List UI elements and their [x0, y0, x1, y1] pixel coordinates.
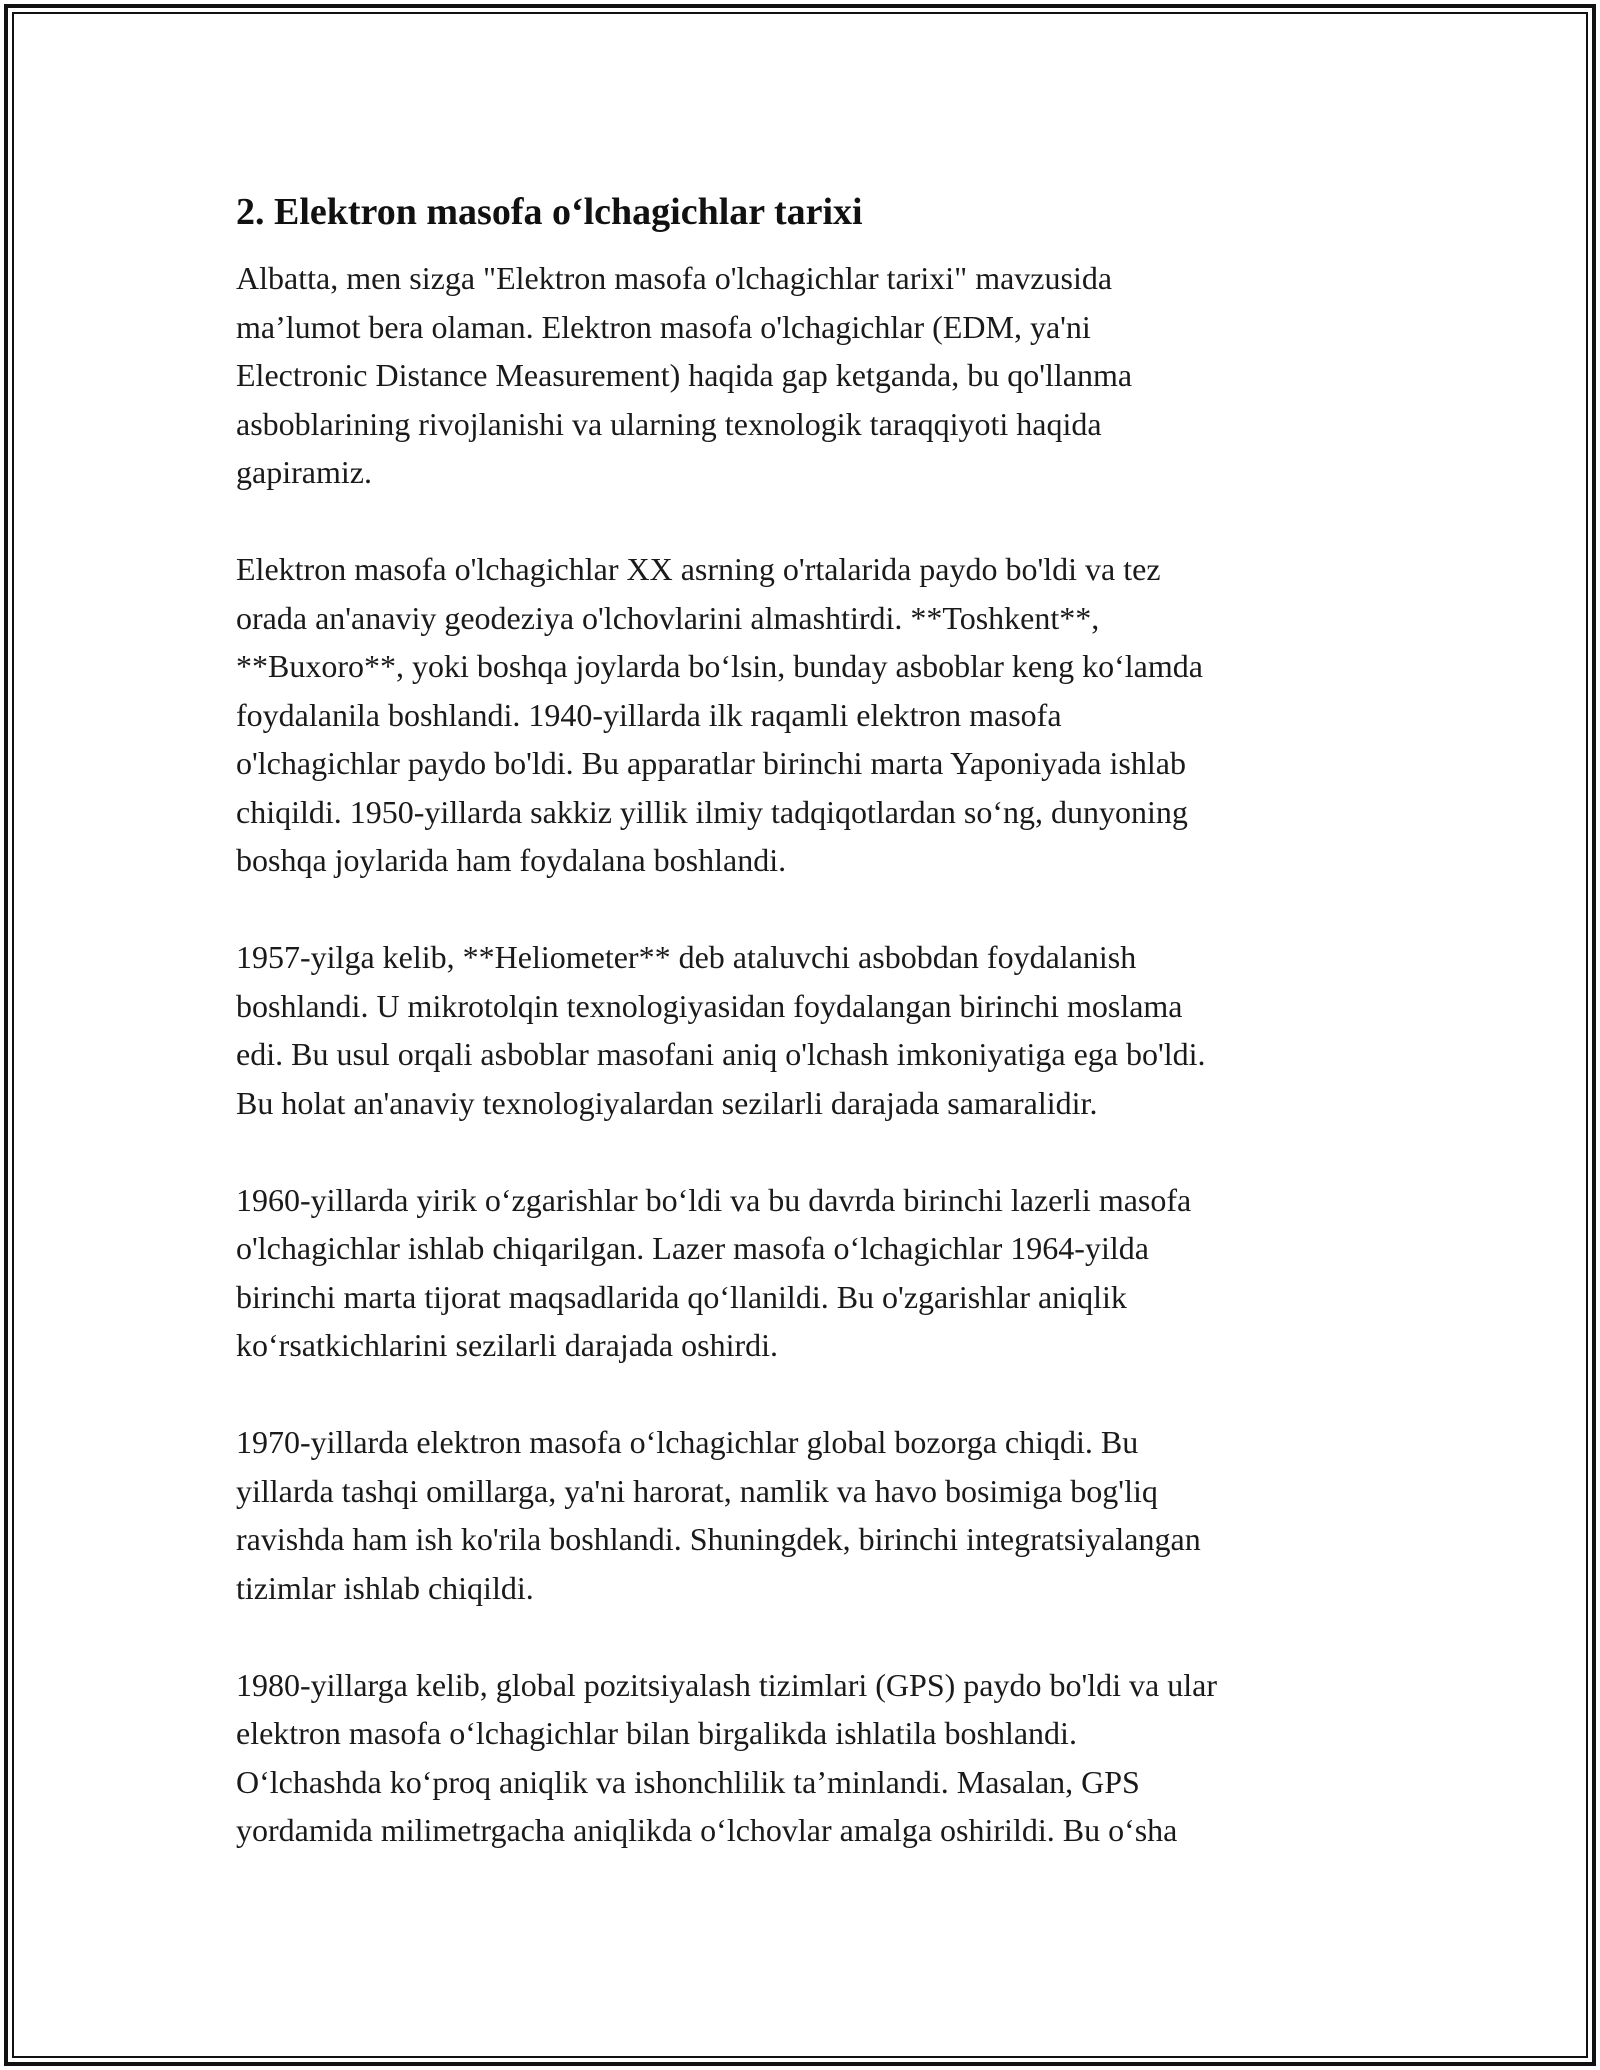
- paragraph-1970s: 1970-yillarda elektron masofa o‘lchagichlar global bozorga chiqdi. Bu yillarda tashqi omillarga, ya'ni harorat, namlik va havo bosimiga bog'liq ravishda ham ish ko'rila boshlandi. Shuningdek, birinchi integratsiyalangan tizimlar ishlab chiqildi.: [236, 1424, 1201, 1606]
- paragraph-1980s: 1980-yillarga kelib, global pozitsiyalash tizimlari (GPS) paydo bo'ldi va ular elektron masofa o‘lchagichlar bilan birgalikda ishlatila boshlandi. O‘lchashda ko‘proq aniqlik va ishonchlilik ta’minlandi. Masalan, GPS yordamida milimetrgacha aniqlikda o‘lchovlar amalga oshirildi. Bu o‘sha: [236, 1666, 1217, 1848]
- paragraph-1960s: 1960-yillarda yirik o‘zgarishlar bo‘ldi va bu davrda birinchi lazerli masofa o'lchagichlar ishlab chiqarilgan. Lazer masofa o‘lchagichlar 1964-yilda birinchi marta tijorat maqsadlarida qo‘llanildi. Bu o'zgarishlar aniqlik ko‘rsatkichlarini sezilarli darajada oshirdi.: [236, 1181, 1192, 1363]
- paragraph-mid-century: Elektron masofa o'lchagichlar XX asrning o'rtalarida paydo bo'ldi va tez orada an'anaviy geodeziya o'lchovlarini almashtirdi. **Toshkent**, **Buxoro**, yoki boshqa joylarda bo‘lsin, bunday asboblar keng ko‘lamda foydalanila boshlandi. 1940-yillarda ilk raqamli elektron masofa o'lchagichlar paydo bo'ldi. Bu apparatlar birinchi marta Yaponiyada ishlab chiqildi. 1950-yillarda sakkiz yillik ilmiy tadqiqotlardan so‘ng, dunyoning boshqa joylarida ham foydalana boshlandi.: [236, 551, 1203, 878]
- section-heading: 2. Elektron masofa o‘lchagichlar tarixi: [236, 191, 863, 233]
- document-body: [236, 186, 1366, 1903]
- paragraph-1957: 1957-yilga kelib, **Heliometer** deb ataluvchi asbobdan foydalanish boshlandi. U mikrotolqin texnologiyasidan foydalangan birinchi moslama edi. Bu usul orqali asboblar masofani aniq o'lchash imkoniyatiga ega bo'ldi. Bu holat an'anaviy texnologiyalardan sezilarli darajada samaralidir.: [236, 939, 1206, 1121]
- paragraph-intro: Albatta, men sizga "Elektron masofa o'lchagichlar tarixi" mavzusida ma’lumot bera olaman. Elektron masofa o'lchagichlar (EDM, ya'ni Electronic Distance Measurement) haqida gap ketganda, bu qo'llanma asboblarining rivojlanishi va ularning texnologik taraqqiyoti haqida gapiramiz.: [236, 260, 1133, 490]
